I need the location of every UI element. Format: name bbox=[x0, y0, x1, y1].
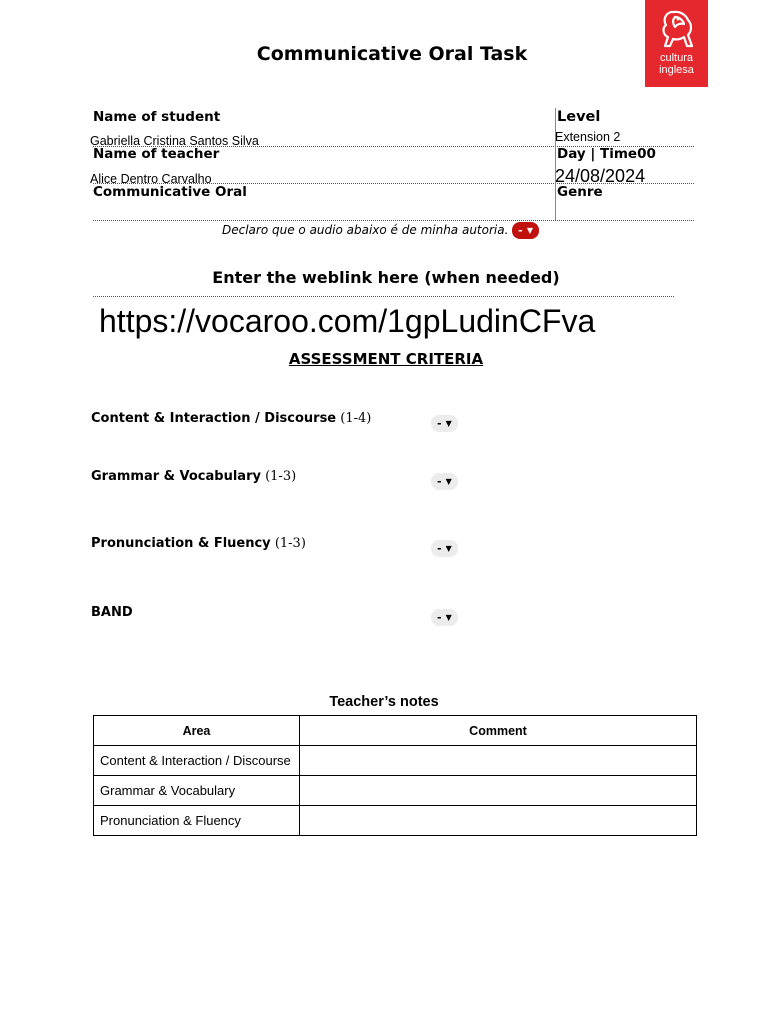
teacher-label: Name of teacher bbox=[93, 146, 220, 162]
area-cell: Grammar & Vocabulary bbox=[94, 776, 300, 806]
chevron-down-icon: ▼ bbox=[445, 613, 452, 622]
declaration bbox=[222, 222, 539, 239]
criterion-pronunciation-fluency: Pronunciation & Fluency (1-3) bbox=[91, 536, 306, 551]
chevron-down-icon: ▼ bbox=[445, 419, 452, 428]
grammar-score-dropdown[interactable]: - ▼ bbox=[431, 470, 458, 490]
level-label: Level bbox=[557, 109, 601, 125]
weblink-title: Enter the weblink here (when needed) bbox=[212, 268, 560, 287]
student-label: Name of student bbox=[93, 109, 221, 125]
header-comment: Comment bbox=[300, 716, 697, 746]
area-cell: Pronunciation & Fluency bbox=[94, 806, 300, 836]
area-cell: Content & Interaction / Discourse bbox=[94, 746, 300, 776]
assessment-title: ASSESSMENT CRITERIA bbox=[288, 350, 484, 368]
header-area: Area bbox=[94, 716, 300, 746]
student-field[interactable]: Gabriella Cristina Santos Silva bbox=[90, 134, 259, 148]
comment-cell[interactable] bbox=[300, 806, 697, 836]
declaration-text: Declaro que o audio abaixo é de minha autoria. bbox=[222, 223, 509, 237]
logo-line1: cultura bbox=[659, 52, 694, 64]
day-time-label: Day | Time00 bbox=[557, 146, 656, 162]
comment-cell[interactable] bbox=[300, 776, 697, 806]
teacher-field[interactable]: Alice Dentro Carvalho bbox=[90, 172, 212, 186]
page-title: Communicative Oral Task bbox=[256, 43, 528, 65]
declaration-dropdown[interactable]: - ▼ bbox=[512, 222, 539, 239]
table-row bbox=[94, 746, 697, 776]
genre-label: Genre bbox=[557, 184, 603, 200]
chevron-down-icon: ▼ bbox=[445, 477, 452, 486]
table-row bbox=[94, 806, 697, 836]
criterion-band: BAND bbox=[91, 605, 133, 620]
date-field[interactable]: 24/08/2024 bbox=[555, 166, 646, 186]
notes-table bbox=[93, 715, 697, 836]
level-field[interactable]: Extension 2 bbox=[555, 130, 621, 144]
column-divider bbox=[555, 108, 556, 220]
chevron-down-icon: ▼ bbox=[526, 226, 533, 235]
comment-cell[interactable] bbox=[300, 746, 697, 776]
chevron-down-icon: ▼ bbox=[445, 544, 452, 553]
band-score-dropdown[interactable]: - ▼ bbox=[431, 606, 458, 626]
content-score-dropdown[interactable]: - ▼ bbox=[431, 412, 458, 432]
divider bbox=[93, 220, 694, 221]
logo-line2: inglesa bbox=[659, 64, 694, 76]
criterion-grammar-vocabulary: Grammar & Vocabulary (1-3) bbox=[91, 469, 297, 484]
notes-title: Teacher’s notes bbox=[329, 694, 439, 710]
pronunciation-score-dropdown[interactable]: - ▼ bbox=[431, 537, 458, 557]
communicative-oral-label: Communicative Oral bbox=[93, 184, 247, 200]
weblink-url[interactable]: https://vocaroo.com/1gpLudinCFva bbox=[99, 303, 596, 339]
table-header-row bbox=[94, 716, 697, 746]
criterion-content-interaction: Content & Interaction / Discourse (1-4) bbox=[91, 411, 372, 426]
weblink-line bbox=[93, 296, 674, 297]
table-row bbox=[94, 776, 697, 806]
